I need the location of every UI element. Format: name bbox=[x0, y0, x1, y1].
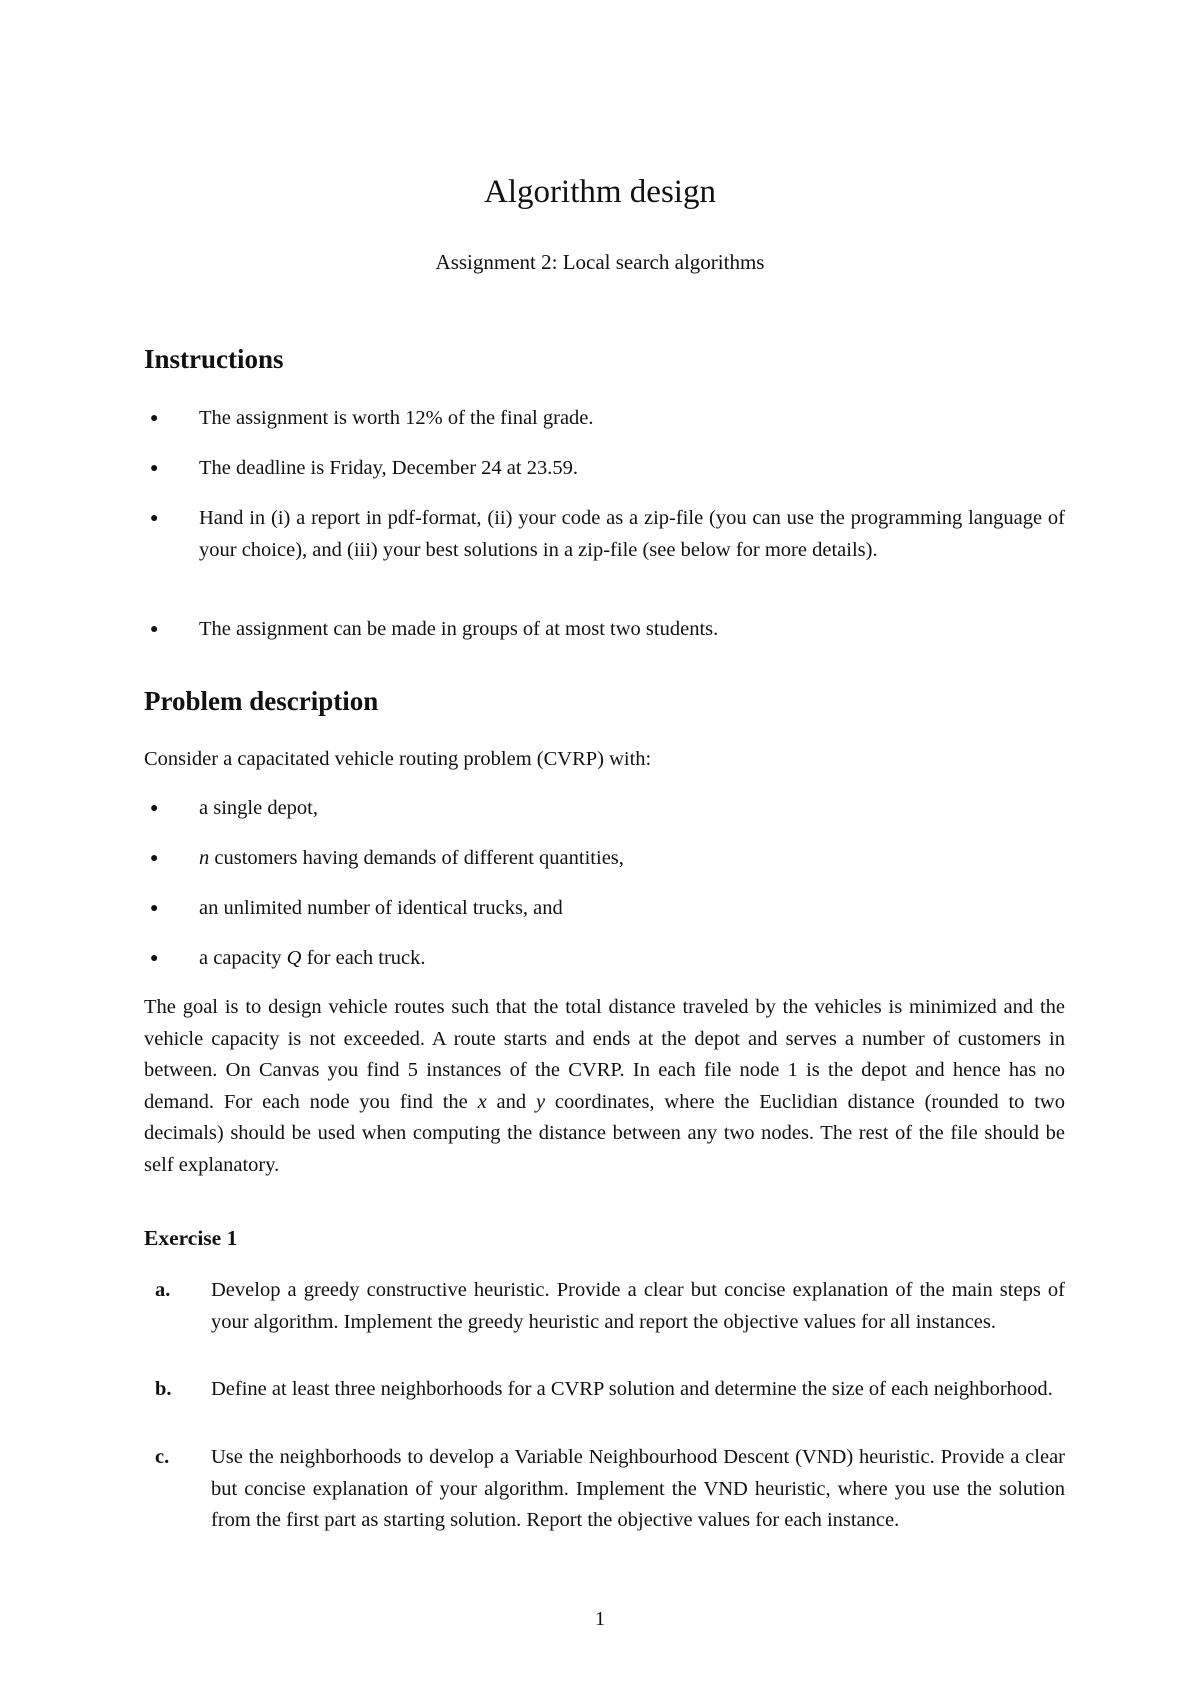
subsection-heading-exercise-1: Exercise 1 bbox=[144, 1226, 238, 1250]
item-label: c. bbox=[155, 1446, 170, 1468]
list-item-text: The deadline is Friday, December 24 at 23.59. bbox=[199, 457, 578, 479]
math-variable: Q bbox=[286, 947, 302, 969]
document-subtitle: Assignment 2: Local search algorithms bbox=[435, 250, 765, 274]
bullet-icon: ● bbox=[150, 851, 159, 866]
bullet-icon: ● bbox=[150, 411, 159, 426]
bullet-icon: ● bbox=[150, 901, 159, 916]
list-item-text: for each truck. bbox=[301, 947, 426, 969]
item-label: b. bbox=[155, 1378, 172, 1400]
bullet-icon: ● bbox=[150, 801, 159, 816]
item-text: Develop a greedy constructive heuristic. Provide a clear but concise explanation of the main steps of your algorithm. Implement the greedy heuristic and report the objective values for all instances. bbox=[211, 1279, 1065, 1333]
list-item-text: a capacity bbox=[199, 947, 287, 969]
list-item bbox=[150, 503, 1065, 566]
item-label: a. bbox=[155, 1279, 171, 1301]
item-text: Define at least three neighborhoods for a CVRP solution and determine the size of each neighborhood. bbox=[211, 1378, 1053, 1400]
list-item bbox=[150, 893, 1065, 925]
item-text: Use the neighborhoods to develop a Variable Neighbourhood Descent (VND) heuristic. Provide a clear but concise explanation of your algorithm. Implement the VND heuristic, where you use the solution from the first part as starting solution. Report the objective values for each instance. bbox=[211, 1446, 1065, 1531]
paragraph-text: coordinates, where the Euclidian distance (rounded to two decimals) should be used when computing the distance between any two nodes. The rest of the file should be self explanatory. bbox=[144, 1090, 1065, 1176]
bullet-icon: ● bbox=[150, 951, 159, 966]
math-variable: n bbox=[199, 847, 210, 869]
list-item bbox=[150, 614, 1065, 646]
list-item bbox=[150, 943, 1065, 975]
list-item bbox=[150, 403, 1065, 435]
list-item-text: The assignment is worth 12% of the final grade. bbox=[199, 407, 594, 429]
list-item bbox=[150, 793, 1065, 825]
paragraph-text: and bbox=[486, 1090, 536, 1113]
section-heading-instructions: Instructions bbox=[144, 344, 284, 374]
list-item-text: an unlimited number of identical trucks, and bbox=[199, 897, 563, 919]
paragraph-text: The goal is to design vehicle routes such that the total distance traveled by the vehicles is minimized and the vehicle capacity is not exceeded. A route starts and ends at the depot and serves a number of customers in between. On Canvas you find 5 instances of the CVRP. In each file node 1 is the depot and hence has no demand. For each node you find the bbox=[144, 996, 1065, 1113]
problem-paragraph bbox=[144, 992, 1065, 1181]
list-item-text: a single depot, bbox=[199, 797, 318, 819]
bullet-icon: ● bbox=[150, 622, 159, 637]
list-item-text: The assignment can be made in groups of at most two students. bbox=[199, 618, 719, 640]
list-item-text: Hand in (i) a report in pdf-format, (ii) your code as a zip-file (you can use the programming language of your choice), and (iii) your best solutions in a zip-file (see below for more details). bbox=[199, 507, 1065, 561]
bullet-icon: ● bbox=[150, 511, 159, 526]
exercise-item bbox=[155, 1374, 1065, 1406]
exercise-item bbox=[155, 1442, 1065, 1537]
bullet-icon: ● bbox=[150, 461, 159, 476]
document-title: Algorithm design bbox=[484, 174, 716, 210]
exercise-item bbox=[155, 1275, 1065, 1338]
math-variable: x bbox=[477, 1090, 487, 1113]
problem-intro: Consider a capacitated vehicle routing problem (CVRP) with: bbox=[144, 748, 652, 770]
list-item-text: customers having demands of different quantities, bbox=[209, 847, 624, 869]
section-heading-problem-description: Problem description bbox=[144, 686, 379, 716]
list-item bbox=[150, 843, 1065, 875]
page-number: 1 bbox=[594, 1608, 606, 1630]
math-variable: y bbox=[535, 1090, 546, 1113]
list-item bbox=[150, 453, 1065, 485]
